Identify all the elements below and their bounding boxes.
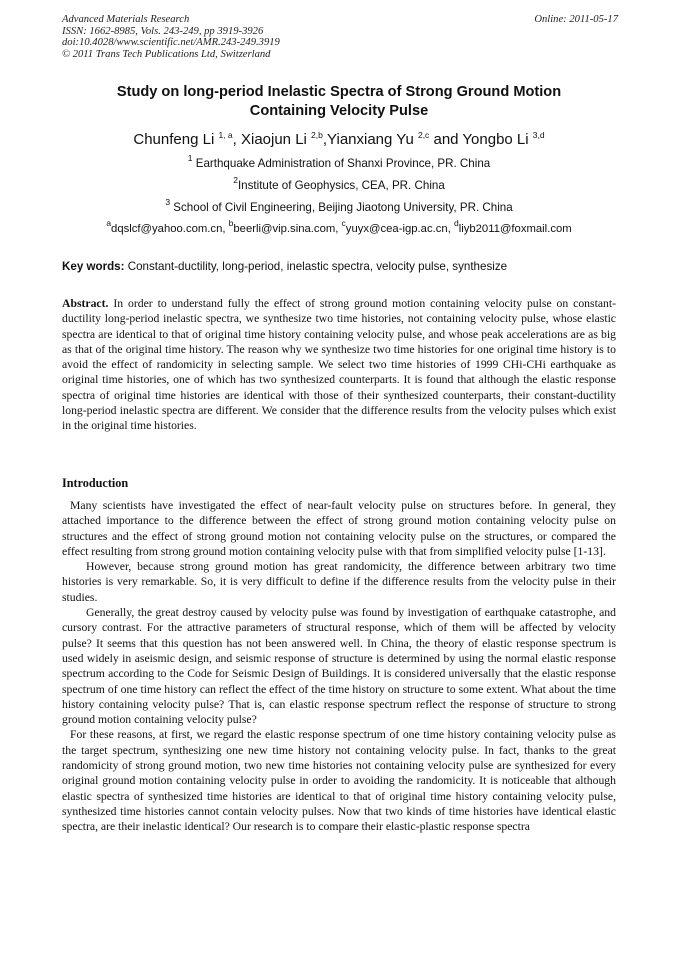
paper-title xyxy=(62,83,616,120)
email-mark: a xyxy=(106,218,112,228)
paragraph: For these reasons, at first, we regard the elastic response spectrum of one time history containing velocity pulse as the target spectrum, synthesizing one new time history not containing velocity pulse. In fact, thanks to the great randomicity of strong ground motion, two new time histories not containing velocity pulse are synthesized for every original ground motion containing velocity pulse in order to avoiding the randomicity. It is noticeable that although elastic spectra of synthesized time histories are identical to that of original time history containing velocity pulse, synthesized time histories cannot contain velocity pulses. Now that two kinds of time histories have identical elastic spectra, are their inelastic identical? Our research is to compare their elastic-plastic response spectra xyxy=(62,728,616,834)
author-name: Xiaojun Li xyxy=(240,131,307,148)
author-list xyxy=(62,131,616,149)
online-date: Online: 2011-05-17 xyxy=(534,14,618,25)
author-separator: and xyxy=(429,131,459,148)
copyright-line: © 2011 Trans Tech Publications Ltd, Switzerland xyxy=(62,48,271,60)
title-line-1: Study on long-period Inelastic Spectra of Strong Ground Motion xyxy=(116,84,562,100)
author-affil-mark: 2,c xyxy=(417,130,430,140)
running-header xyxy=(62,14,618,60)
abstract-text: In order to understand fully the effect of strong ground motion containing velocity pulse on constant-ductility long-period inelastic spectra, we synthesize two time histories, not containing velocity pulse, whose elastic spectra are identical to that of original time history containing velocity pulse, and whose peak accelerations are as big as that of the original time history. The reason why we synthesize two time histories for one original time history is to avoid the effect of randomicity in selecting sample. We select two time histories of 1999 CHi-CHi earthquake as original time histories, one of which has two synthesized counterparts. It is found that although the elastic response spectra of original time histories are identical with those of their synthesized counterparts, their constant-ductility long-period inelastic spectra are different. We consider that the difference results from the velocity pulses which exist in the original time histories. xyxy=(62,297,616,433)
paragraph: However, because strong ground motion has great randomicity, the difference between arbitrary two time histories is very remarkable. So, it is very difficult to define if the difference results from the velocity pulse in their studies. xyxy=(62,560,616,604)
author-separator: , xyxy=(232,131,237,148)
paragraph: Many scientists have investigated the effect of near-fault velocity pulse on structures before. In general, they attached importance to the difference between the effect of strong ground motion containing velocity pulse on structures and the effect of strong ground motion not containing velocity pulse on the structures, or compared the effect resulting from strong ground motion containing velocity pulse with that from simplified velocity pulse [1-13]. xyxy=(62,499,616,558)
abstract xyxy=(62,296,616,434)
email-link[interactable]: yuyx@cea-igp.ac.cn xyxy=(345,223,448,235)
introduction-body xyxy=(62,498,616,835)
author-name: Chunfeng Li xyxy=(133,131,215,148)
author-affil-mark: 1, a xyxy=(218,130,233,140)
section-heading-introduction: Introduction xyxy=(62,476,129,490)
email-list: $^a$dqslcf@yahoo.com.cn, $^b$beerli@vip.sina.com, $^c$yuyx@cea-igp.ac.cn, $^d$liyb2011@foxmail.com xyxy=(106,218,572,235)
author-affil-mark: 2,b xyxy=(311,130,323,140)
email-link[interactable]: beerli@vip.sina.com xyxy=(233,223,336,235)
author-separator: , xyxy=(322,131,328,148)
author-affil-mark: 3,d xyxy=(532,130,545,140)
author-name: Yongbo Li xyxy=(462,131,529,148)
email-mark: c xyxy=(341,218,346,228)
journal-name: Advanced Materials Research xyxy=(62,14,190,25)
abstract-label: Abstract. xyxy=(62,297,109,310)
affiliation-text: School of Civil Engineering, Beijing Jiaotong University, PR. China xyxy=(173,201,513,214)
affiliation-2 xyxy=(62,175,616,193)
keywords-label: Key words: xyxy=(62,260,125,273)
affiliation-text: Earthquake Administration of Shanxi Province, PR. China xyxy=(195,157,491,170)
issn-line: ISSN: 1662-8985, Vols. 243-249, pp 3919-3926 xyxy=(62,25,264,37)
title-line-2: Containing Velocity Pulse xyxy=(249,102,429,119)
keywords xyxy=(62,260,618,274)
affiliation-1 xyxy=(62,153,616,171)
affiliation-text: Institute of Geophysics, CEA, PR. China xyxy=(237,179,445,192)
author-name: Yianxiang Yu xyxy=(327,131,414,148)
affiliation-number: 1 xyxy=(187,153,193,163)
affiliation-3 xyxy=(62,197,616,215)
email-mark: d xyxy=(453,218,459,228)
affiliation-number: 3 xyxy=(165,197,171,207)
affiliation-number: 2 xyxy=(233,175,238,185)
paragraph: Generally, the great destroy caused by velocity pulse was found by investigation of earthquake catastrophe, and cursory contrast. For the attractive parameters of structural response, which of them will be affected by velocity pulse? It seems that this question has not been answered well. In China, the theory of elastic response spectrum is used widely in aseismic design, and seismic response of structure is determined by using the normal elastic response spectrum according to the Code for Seismic Design of Buildings. It is considered universally that the elastic response spectrum of one time history can reflect the effect of the time history on structure to some extent. What about the time history containing velocity pulse? That is, can elastic response spectrum reflect the response of structure to strong ground motion containing velocity pulse? xyxy=(62,606,616,727)
keywords-text: Constant-ductility, long-period, inelastic spectra, velocity pulse, synthesize xyxy=(127,260,508,273)
email-link[interactable]: liyb2011@foxmail.com xyxy=(458,223,572,235)
doi-link[interactable]: doi:10.4028/www.scientific.net/AMR.243-249.3919 xyxy=(62,37,280,49)
email-mark: b xyxy=(228,218,234,228)
email-link[interactable]: dqslcf@yahoo.com.cn xyxy=(111,223,223,235)
